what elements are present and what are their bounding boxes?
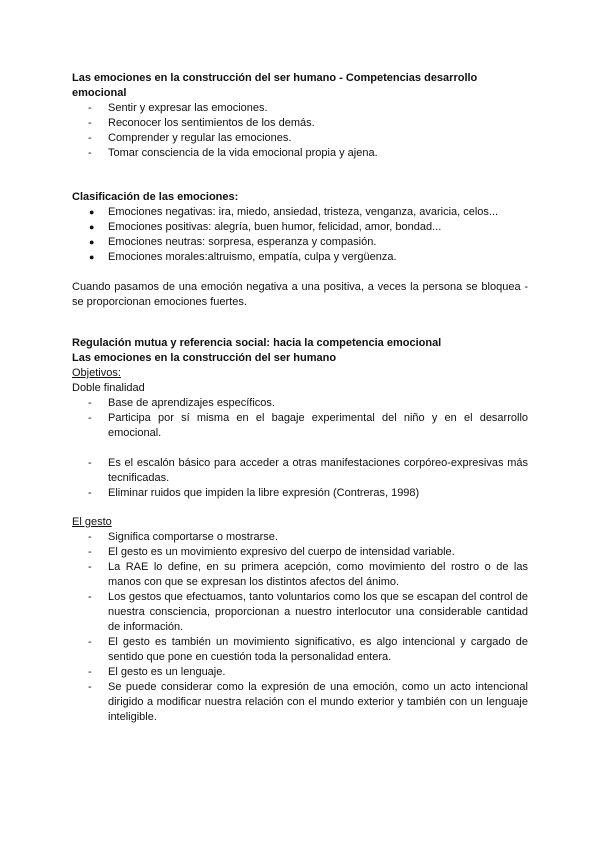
dash-marker: - [88, 457, 92, 469]
list-item: La RAE lo define, en su primera acepción, como movimiento del rostro o de las manos con que se expresan los distintos afectos del ánimo. [108, 561, 528, 588]
dash-marker: - [88, 546, 92, 558]
list-item: Significa comportarse o mostrarse. [108, 531, 278, 543]
dash-marker: - [88, 636, 92, 648]
section-title-competencias: Las emociones en la construcción del ser humano - Competencias desarrollo emocional [72, 72, 478, 99]
list-item: Se puede considerar como la expresión de una emoción, como un acto intencional dirigido a modificar nuestra relación con el mundo exterior y también con un lenguaje inteligible. [108, 681, 528, 723]
bullet-marker: ● [89, 237, 95, 247]
list-item: Reconocer los sentimientos de los demás. [108, 117, 315, 129]
bullet-marker: ● [89, 207, 95, 217]
dash-marker: - [88, 397, 92, 409]
section-title-clasificacion: Clasificación de las emociones: [72, 191, 239, 203]
section-subtitle-construccion: Las emociones en la construcción del ser humano [72, 352, 337, 364]
list-item: Emociones neutras: sorpresa, esperanza y compasión. [108, 236, 377, 248]
objectives-label: Objetivos: [72, 367, 121, 379]
bullet-marker: ● [89, 222, 95, 232]
dash-marker: - [88, 117, 92, 129]
section-title-regulacion: Regulación mutua y referencia social: hacia la competencia emocional [72, 337, 442, 349]
dash-marker: - [88, 591, 92, 603]
dash-marker: - [88, 531, 92, 543]
list-item: Comprender y regular las emociones. [108, 132, 292, 144]
dash-marker: - [88, 681, 92, 693]
list-item: Sentir y expresar las emociones. [108, 102, 268, 114]
dash-marker: - [88, 412, 92, 424]
list-item: Los gestos que efectuamos, tanto voluntarios como los que se escapan del control de nuestra consciencia, proporcionan a nuestro interlocutor una considerable cantidad de información. [108, 591, 528, 633]
dash-marker: - [88, 561, 92, 573]
doble-finalidad-text: Doble finalidad [72, 382, 145, 394]
dash-marker: - [88, 132, 92, 144]
list-item: El gesto es un lenguaje. [108, 666, 226, 678]
list-item: El gesto es un movimiento expresivo del cuerpo de intensidad variable. [108, 546, 455, 558]
list-item: Emociones positivas: alegría, buen humor, felicidad, amor, bondad... [108, 221, 442, 233]
list-item: Base de aprendizajes específicos. [108, 397, 275, 409]
list-item: Participa por sí misma en el bagaje experimental del niño y en el desarrollo emocional. [108, 412, 528, 439]
list-item: Emociones negativas: ira, miedo, ansiedad, tristeza, venganza, avaricia, celos... [108, 206, 499, 218]
list-item: Eliminar ruidos que impiden la libre expresión (Contreras, 1998) [108, 487, 420, 499]
section-title-gesto: El gesto [72, 516, 112, 528]
dash-marker: - [88, 102, 92, 114]
bullet-marker: ● [89, 252, 95, 262]
list-item: Es el escalón básico para acceder a otras manifestaciones corpóreo-expresivas más tecnificadas. [108, 457, 528, 484]
dash-marker: - [88, 487, 92, 499]
paragraph-emociones: Cuando pasamos de una emoción negativa a una positiva, a veces la persona se bloquea - se proporcionan emociones fuertes. [72, 281, 528, 308]
list-item: El gesto es también un movimiento significativo, es algo intencional y cargado de sentido que pone en cuestión toda la personalidad entera. [108, 636, 528, 663]
list-item: Tomar consciencia de la vida emocional propia y ajena. [108, 147, 378, 159]
list-item: Emociones morales:altruismo, empatía, culpa y vergüenza. [108, 251, 397, 263]
dash-marker: - [88, 147, 92, 159]
dash-marker: - [88, 666, 92, 678]
